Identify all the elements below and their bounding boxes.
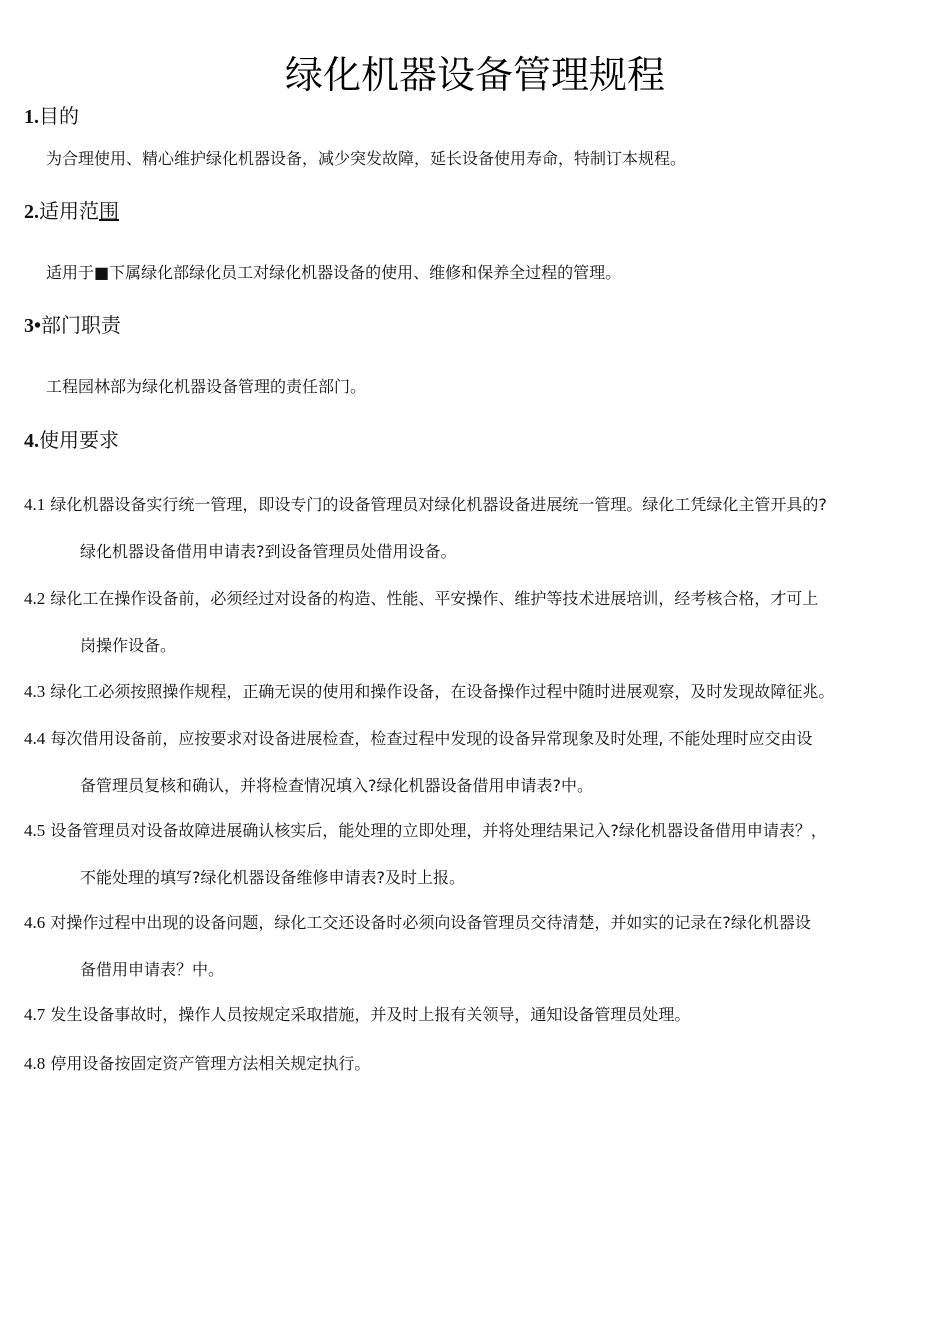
item-number: 4.8 — [24, 1054, 46, 1073]
item-text-continued: 岗操作设备。 — [80, 636, 177, 655]
item-number: 4.5 — [24, 821, 46, 840]
item-number: 4.7 — [24, 1005, 46, 1024]
section-title: 适用范 — [39, 199, 99, 223]
section-3-body: 工程园林部为绿化机器设备管理的责任部门。 — [46, 377, 367, 396]
list-item-4-4 — [24, 715, 930, 809]
item-text: 对操作过程中出现的设备问题，绿化工交还设备时必须向设备管理员交待清楚，并如实的记录在?绿化机器设 — [50, 913, 811, 932]
section-number: 1. — [24, 106, 39, 128]
section-4-heading — [24, 425, 119, 456]
item-number: 4.3 — [24, 682, 46, 701]
item-text: 每次借用设备前，应按要求对设备进展检查，检查过程中发现的设备异常现象及时处理, 不能处理时应交由设 — [50, 729, 813, 748]
item-text: 停用设备按固定资产管理方法相关规定执行。 — [50, 1054, 371, 1073]
item-number: 4.2 — [24, 589, 46, 608]
section-1-heading — [24, 101, 79, 132]
item-text: 绿化工必须按照操作规程，正确无误的使用和操作设备，在设备操作过程中随时进展观察，及时发现故障征兆。 — [50, 682, 835, 701]
list-item-4-7 — [24, 991, 930, 1038]
item-number: 4.1 — [24, 495, 46, 514]
section-2-heading — [24, 196, 119, 227]
list-item-4-6 — [24, 899, 930, 993]
section-number: 2. — [24, 201, 39, 223]
document-title: 绿化机器设备管理规程 — [284, 53, 665, 97]
list-item-4-5 — [24, 807, 930, 901]
list-item-4-3 — [24, 668, 930, 715]
item-text-continued: 绿化机器设备借用申请表?到设备管理员处借用设备。 — [80, 542, 457, 561]
section-number: 3• — [24, 315, 42, 337]
section-title: 使用要求 — [39, 428, 119, 452]
section-title-underlined: 围 — [99, 199, 119, 223]
section-title: 目的 — [39, 104, 79, 128]
item-text: 发生设备事故时，操作人员按规定采取措施，并及时上报有关领导，通知设备管理员处理。 — [50, 1005, 691, 1024]
list-item-4-8 — [24, 1040, 930, 1087]
item-number: 4.6 — [24, 913, 46, 932]
section-1-body: 为合理使用、精心维护绿化机器设备，减少突发故障，延长设备使用寿命，特制订本规程。 — [46, 149, 687, 168]
item-text-continued: 不能处理的填写?绿化机器设备维修申请表?及时上报。 — [80, 868, 465, 887]
item-text: 绿化机器设备实行统一管理，即设专门的设备管理员对绿化机器设备进展统一管理。绿化工凭绿化主管开具的? — [50, 495, 827, 514]
item-number: 4.4 — [24, 729, 46, 748]
item-text: 绿化工在操作设备前，必须经过对设备的构造、性能、平安操作、维护等技术进展培训，经考核合格，才可上 — [50, 589, 819, 608]
list-item-4-2 — [24, 575, 930, 669]
section-2-body: 适用于■下属绿化部绿化员工对绿化机器设备的使用、维修和保养全过程的管理。 — [46, 263, 622, 282]
list-item-4-1 — [24, 481, 930, 575]
item-text-continued: 备管理员复核和确认，并将检查情况填入?绿化机器设备借用申请表?中。 — [80, 776, 593, 795]
section-number: 4. — [24, 430, 39, 452]
item-text-continued: 备借用申请表？中。 — [80, 960, 225, 979]
item-text: 设备管理员对设备故障进展确认核实后，能处理的立即处理，并将处理结果记入?绿化机器设备借用申请表？， — [50, 821, 827, 840]
section-3-heading — [24, 310, 121, 341]
section-title: 部门职责 — [41, 313, 122, 337]
